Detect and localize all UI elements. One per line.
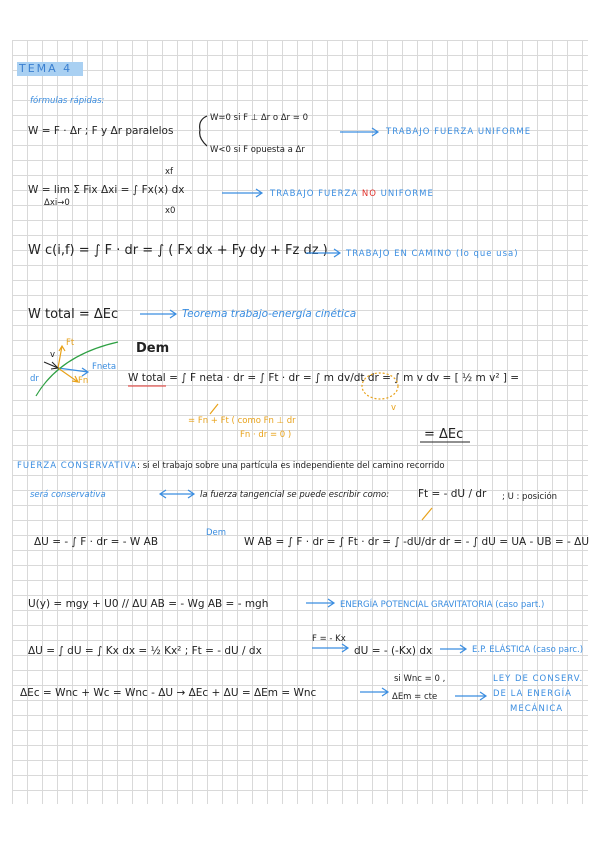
note-arrow <box>210 404 218 414</box>
conservation-condition: si Wnc = 0 , <box>394 674 446 684</box>
demonstration-mark: Dem <box>136 341 170 356</box>
conservative-heading: FUERZA CONSERVATIVA <box>17 461 138 471</box>
elastic-differential-equation: dU = - (-Kx) dx <box>354 645 433 657</box>
integral-upper-limit: xf <box>165 167 174 177</box>
conservative-text: : si el trabajo sobre una partícula es independiente del camino recorrido <box>137 461 445 471</box>
arrow-row4 <box>140 310 176 318</box>
proof-v-label: v <box>391 403 397 413</box>
label-part-b: UNIFORME <box>376 189 434 199</box>
work-energy-equation: W total = ΔEc <box>28 307 119 322</box>
fneta-vector-label: Fneta <box>92 362 117 372</box>
conservative-line2-b: la fuerza tangencial se puede escribir como: <box>200 490 390 500</box>
arrow-law <box>455 692 486 700</box>
formulas-heading: fórmulas rápidas: <box>30 96 105 106</box>
proof-result: = ΔEc <box>424 427 464 442</box>
potential-derivation-equation: W AB = ∫ F · dr = ∫ Ft · dr = ∫ -dU/dr dr = - ∫ dU = UA - UB = - ΔU <box>244 536 590 548</box>
conservation-law-label-2: DE LA ENERGÍA <box>493 689 572 699</box>
orange-vectors <box>58 346 432 520</box>
arrow-hooke <box>312 644 348 652</box>
dr-vector-label: dr <box>30 374 39 384</box>
gravitational-potential-equation: U(y) = mgy + U0 // ΔU AB = - Wg AB = - mgh <box>28 598 269 610</box>
arrow-row6 <box>306 599 334 607</box>
gravitational-potential-label: ENERGÍA POTENCIAL GRAVITATORIA (caso part.) <box>340 600 545 610</box>
proof-note-2: Fn · dr = 0 ) <box>240 430 292 440</box>
fn-vector-label: Fn <box>78 376 89 386</box>
diagram-fneta <box>58 368 88 376</box>
proof-equation: W total = ∫ F neta · dr = ∫ Ft · dr = ∫ m dv/dt dr = ∫ m v dv = [ ½ m v² ] = <box>128 372 520 384</box>
work-energy-label: Teorema trabajo-energía cinética <box>182 308 357 320</box>
blue-arrows <box>58 128 486 700</box>
dv-dt-circle <box>362 373 398 399</box>
velocity-vector-label: v <box>50 350 56 360</box>
ft-vector-label: Ft <box>66 338 75 348</box>
trajectory-curve <box>36 342 118 396</box>
label-part-a: TRABAJO FUERZA <box>270 189 362 199</box>
arrow-row8 <box>360 688 388 696</box>
integral-lower-limit: x0 <box>165 206 176 216</box>
conditions-brace <box>200 116 207 146</box>
path-work-label: TRABAJO EN CAMINO (lo que usa) <box>346 249 519 259</box>
position-note: ; U : posición <box>502 492 558 502</box>
work-uniform-label: TRABAJO FUERZA UNIFORME <box>386 127 532 137</box>
page-title: TEMA 4 <box>17 62 83 76</box>
work-zero-condition: W=0 si F ⊥ Δr o Δr = 0 <box>210 113 308 123</box>
label-no: NO <box>361 189 377 199</box>
conservation-law-label-1: LEY DE CONSERV. <box>493 674 584 684</box>
arrow-row2 <box>222 189 262 197</box>
mechanical-energy-equation: ΔEc = Wnc + Wc = Wnc - ΔU → ΔEc + ΔU = ΔEm = Wnc <box>20 687 317 699</box>
work-nonuniform-equation: W = lim Σ Fix Δxi = ∫ Fx(x) dx <box>28 184 185 196</box>
mechanical-energy-constant: ΔEm = cte <box>392 692 438 702</box>
arrow-row3 <box>306 249 340 257</box>
limit-subscript: Δxi→0 <box>44 198 70 208</box>
arrow-row7 <box>440 645 466 653</box>
work-negative-condition: W<0 si F opuesta a Δr <box>210 145 305 155</box>
arrow-row1 <box>340 128 378 136</box>
dem-label: Dem <box>206 528 227 538</box>
proof-note-1: = Fn + Ft ( como Fn ⊥ dr <box>188 416 296 426</box>
elastic-potential-equation: ΔU = ∫ dU = ∫ Kx dx = ½ Kx² ; Ft = - dU / dx <box>28 645 262 657</box>
potential-difference-equation: ΔU = - ∫ F · dr = - W AB <box>34 536 159 548</box>
tangential-force-equation: Ft = - dU / dr <box>418 488 487 500</box>
conservation-law-label-3: MECÁNICA <box>510 704 564 714</box>
ft-note-arrow <box>422 508 432 520</box>
conservative-line2-a: será conservativa <box>30 490 106 500</box>
path-work-equation: W c(i,f) = ∫ F · dr = ∫ ( Fx dx + Fy dy + Fz dz ) <box>28 243 328 258</box>
work-uniform-equation: W = F · Δr ; F y Δr paralelos <box>28 125 174 137</box>
elastic-potential-label: E.P. ELÁSTICA (caso parc.) <box>472 645 584 655</box>
arrow-conservative <box>160 490 194 498</box>
hooke-law-note: F = - Kx <box>312 634 346 644</box>
velocity-vector <box>44 362 58 369</box>
